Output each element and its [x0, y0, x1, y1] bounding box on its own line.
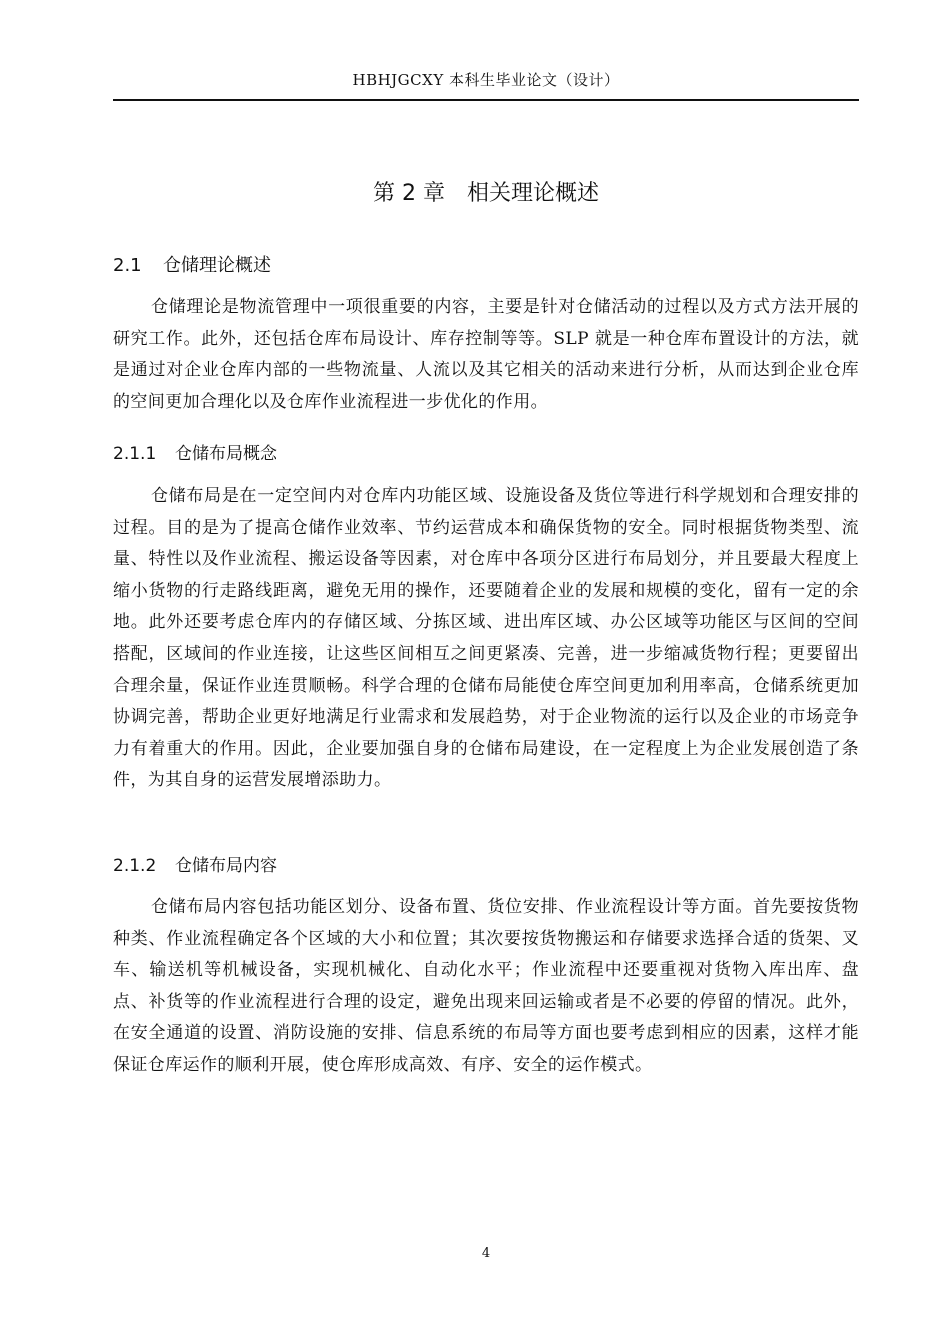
- section-heading-2-1-2: [113, 853, 277, 879]
- section-heading-2-1: [113, 253, 271, 279]
- section-title: 仓储布局内容: [175, 856, 277, 876]
- page-number: 4: [481, 1246, 491, 1261]
- section-2-1-paragraph: 仓储理论是物流管理中一项很重要的内容，主要是针对仓储活动的过程以及方式方法开展的研究工作。此外，还包括仓库布局设计、库存控制等等。SLP 就是一种仓库布置设计的方法，就是通过对企业仓库内部的一些物流量、人流以及其它相关的活动来进行分析，从而达到企业仓库的空间更加合理化以及仓库作业流程进一步优化的作用。: [113, 297, 859, 412]
- section-title: 仓储布局概念: [175, 444, 277, 464]
- section-number: 2.1: [113, 255, 142, 276]
- section-2-1-1-paragraph: 仓储布局是在一定空间内对仓库内功能区域、设施设备及货位等进行科学规划和合理安排的过程。目的是为了提高仓储作业效率、节约运营成本和确保货物的安全。同时根据货物类型、流量、特性以及作业流程、搬运设备等因素，对仓库中各项分区进行布局划分，并且要最大程度上缩小货物的行走路线距离，避免无用的操作，还要随着企业的发展和规模的变化，留有一定的余地。此外还要考虑仓库内的存储区域、分拣区域、进出库区域、办公区域等功能区与区间的空间搭配，区域间的作业连接，让这些区间相互之间更紧凑、完善，进一步缩减货物行程；更要留出合理余量，保证作业连贯顺畅。科学合理的仓储布局能使仓库空间更加利用率高，仓储系统更加协调完善，帮助企业更好地满足行业需求和发展趋势，对于企业物流的运行以及企业的市场竞争力有着重大的作用。因此，企业要加强自身的仓储布局建设，在一定程度上为企业发展创造了条件，为其自身的运营发展增添助力。: [113, 486, 859, 791]
- section-title: 仓储理论概述: [163, 255, 271, 276]
- section-number: 2.1.1: [113, 444, 157, 464]
- chapter-title: [113, 178, 859, 210]
- section-2-1-2-paragraph: 仓储布局内容包括功能区划分、设备布置、货位安排、作业流程设计等方面。首先要按货物种类、作业流程确定各个区域的大小和位置；其次要按货物搬运和存储要求选择合适的货架、叉车、输送机等机械设备，实现机械化、自动化水平；作业流程中还要重视对货物入库出库、盘点、补货等的作业流程进行合理的设定，避免出现来回运输或者是不必要的停留的情况。此外，在安全通道的设置、消防设施的安排、信息系统的布局等方面也要考虑到相应的因素，这样才能保证仓库运作的顺利开展，使仓库形成高效、有序、安全的运作模式。: [113, 897, 859, 1075]
- chapter-heading-text: 相关理论概述: [466, 181, 599, 206]
- section-heading-2-1-1: [113, 441, 277, 467]
- header-divider: [113, 99, 859, 101]
- running-header: HBHJGCXY 本科生毕业论文（设计）: [352, 71, 620, 89]
- section-number: 2.1.2: [113, 856, 157, 876]
- chapter-number: 第 2 章: [373, 181, 445, 206]
